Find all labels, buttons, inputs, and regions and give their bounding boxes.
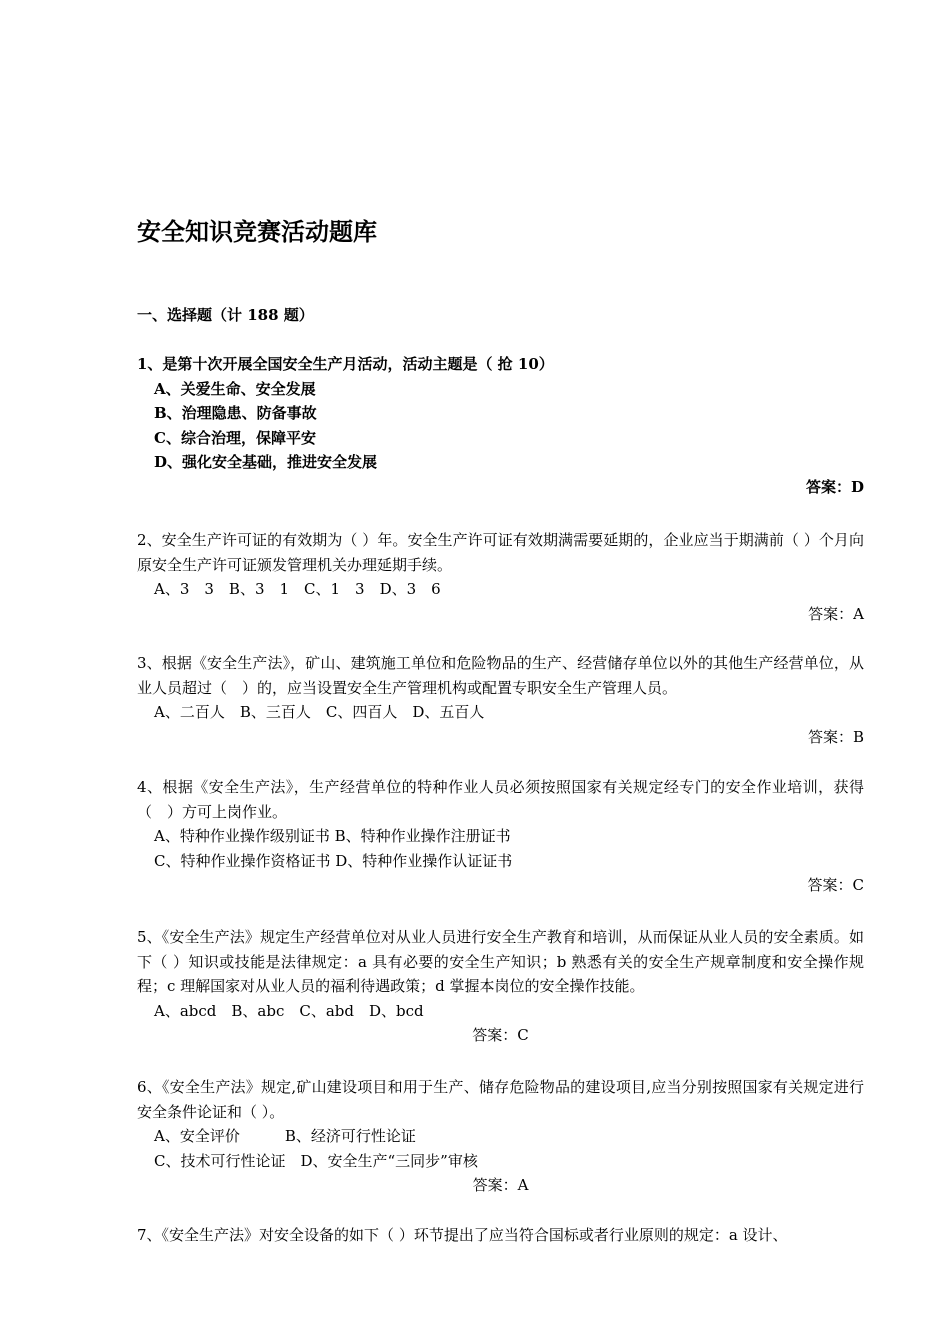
options-line-2: C、特种作业操作资格证书 D、特种作业操作认证证书	[154, 851, 513, 870]
question-3	[137, 651, 864, 749]
options-line-2: C、技术可行性论证 D、安全生产“三同步”审核	[154, 1151, 478, 1170]
answer: 答案：A	[472, 1176, 529, 1194]
question-stem: 1、是第十次开展全国安全生产月活动，活动主题是（ 抢 10）	[137, 355, 554, 373]
question-5	[137, 925, 864, 1048]
option-b: B、治理隐患、防备事故	[154, 404, 317, 422]
question-6	[137, 1075, 864, 1198]
question-stem: 2、安全生产许可证的有效期为（ ）年。安全生产许可证有效期满需要延期的，企业应当于期满前（ ）个月向原安全生产许可证颁发管理机关办理延期手续。	[137, 531, 864, 574]
section-heading: 一、选择题（计 188 题）	[137, 306, 314, 324]
options-line: A、abcd B、abc C、abd D、bcd	[154, 1001, 424, 1020]
question-stem: 6、《安全生产法》规定,矿山建设项目和用于生产、储存危险物品的建设项目,应当分别按照国家有关规定进行安全条件论证和（ ）。	[137, 1078, 864, 1121]
question-stem: 5、《安全生产法》规定生产经营单位对从业人员进行安全生产教育和培训，从而保证从业人员的安全素质。如下（ ）知识或技能是法律规定：a 具有必要的安全生产知识；b 熟悉有关的安全生产规章制度和安全操作规程；c 理解国家对从业人员的福利待遇政策；d 掌握本岗位的安全操作技能。	[137, 928, 864, 995]
answer: 答案：C	[472, 1026, 529, 1044]
question-7	[137, 1223, 864, 1248]
option-d: D、强化安全基础，推进安全发展	[154, 453, 378, 471]
question-stem: 3、根据《安全生产法》，矿山、建筑施工单位和危险物品的生产、经营储存单位以外的其他生产经营单位，从业人员超过（ ）的，应当设置安全生产管理机构或配置专职安全生产管理人员。	[137, 654, 864, 697]
option-c: C、综合治理，保障平安	[154, 428, 316, 447]
question-4	[137, 775, 864, 898]
document-title: 安全知识竞赛活动题库	[137, 218, 377, 246]
answer: 答案：C	[807, 876, 864, 894]
answer: 答案：A	[808, 604, 864, 623]
option-a: A、关爱生命、安全发展	[154, 379, 316, 398]
options-line: A、3 3 B、3 1 C、1 3 D、3 6	[154, 580, 441, 598]
options-line-1: A、特种作业操作级别证书 B、特种作业操作注册证书	[154, 827, 511, 845]
answer: 答案：D	[805, 477, 864, 496]
question-2	[137, 528, 864, 626]
answer: 答案：B	[807, 727, 864, 746]
options-line: A、二百人 B、三百人 C、四百人 D、五百人	[154, 703, 485, 721]
question-1	[137, 352, 864, 499]
question-stem: 4、根据《安全生产法》，生产经营单位的特种作业人员必须按照国家有关规定经专门的安全作业培训，获得（ ）方可上岗作业。	[137, 778, 864, 821]
question-stem: 7、《安全生产法》对安全设备的如下（ ）环节提出了应当符合国标或者行业原则的规定：a 设计、	[137, 1226, 788, 1244]
options-line-1: A、安全评价 B、经济可行性论证	[154, 1127, 416, 1145]
